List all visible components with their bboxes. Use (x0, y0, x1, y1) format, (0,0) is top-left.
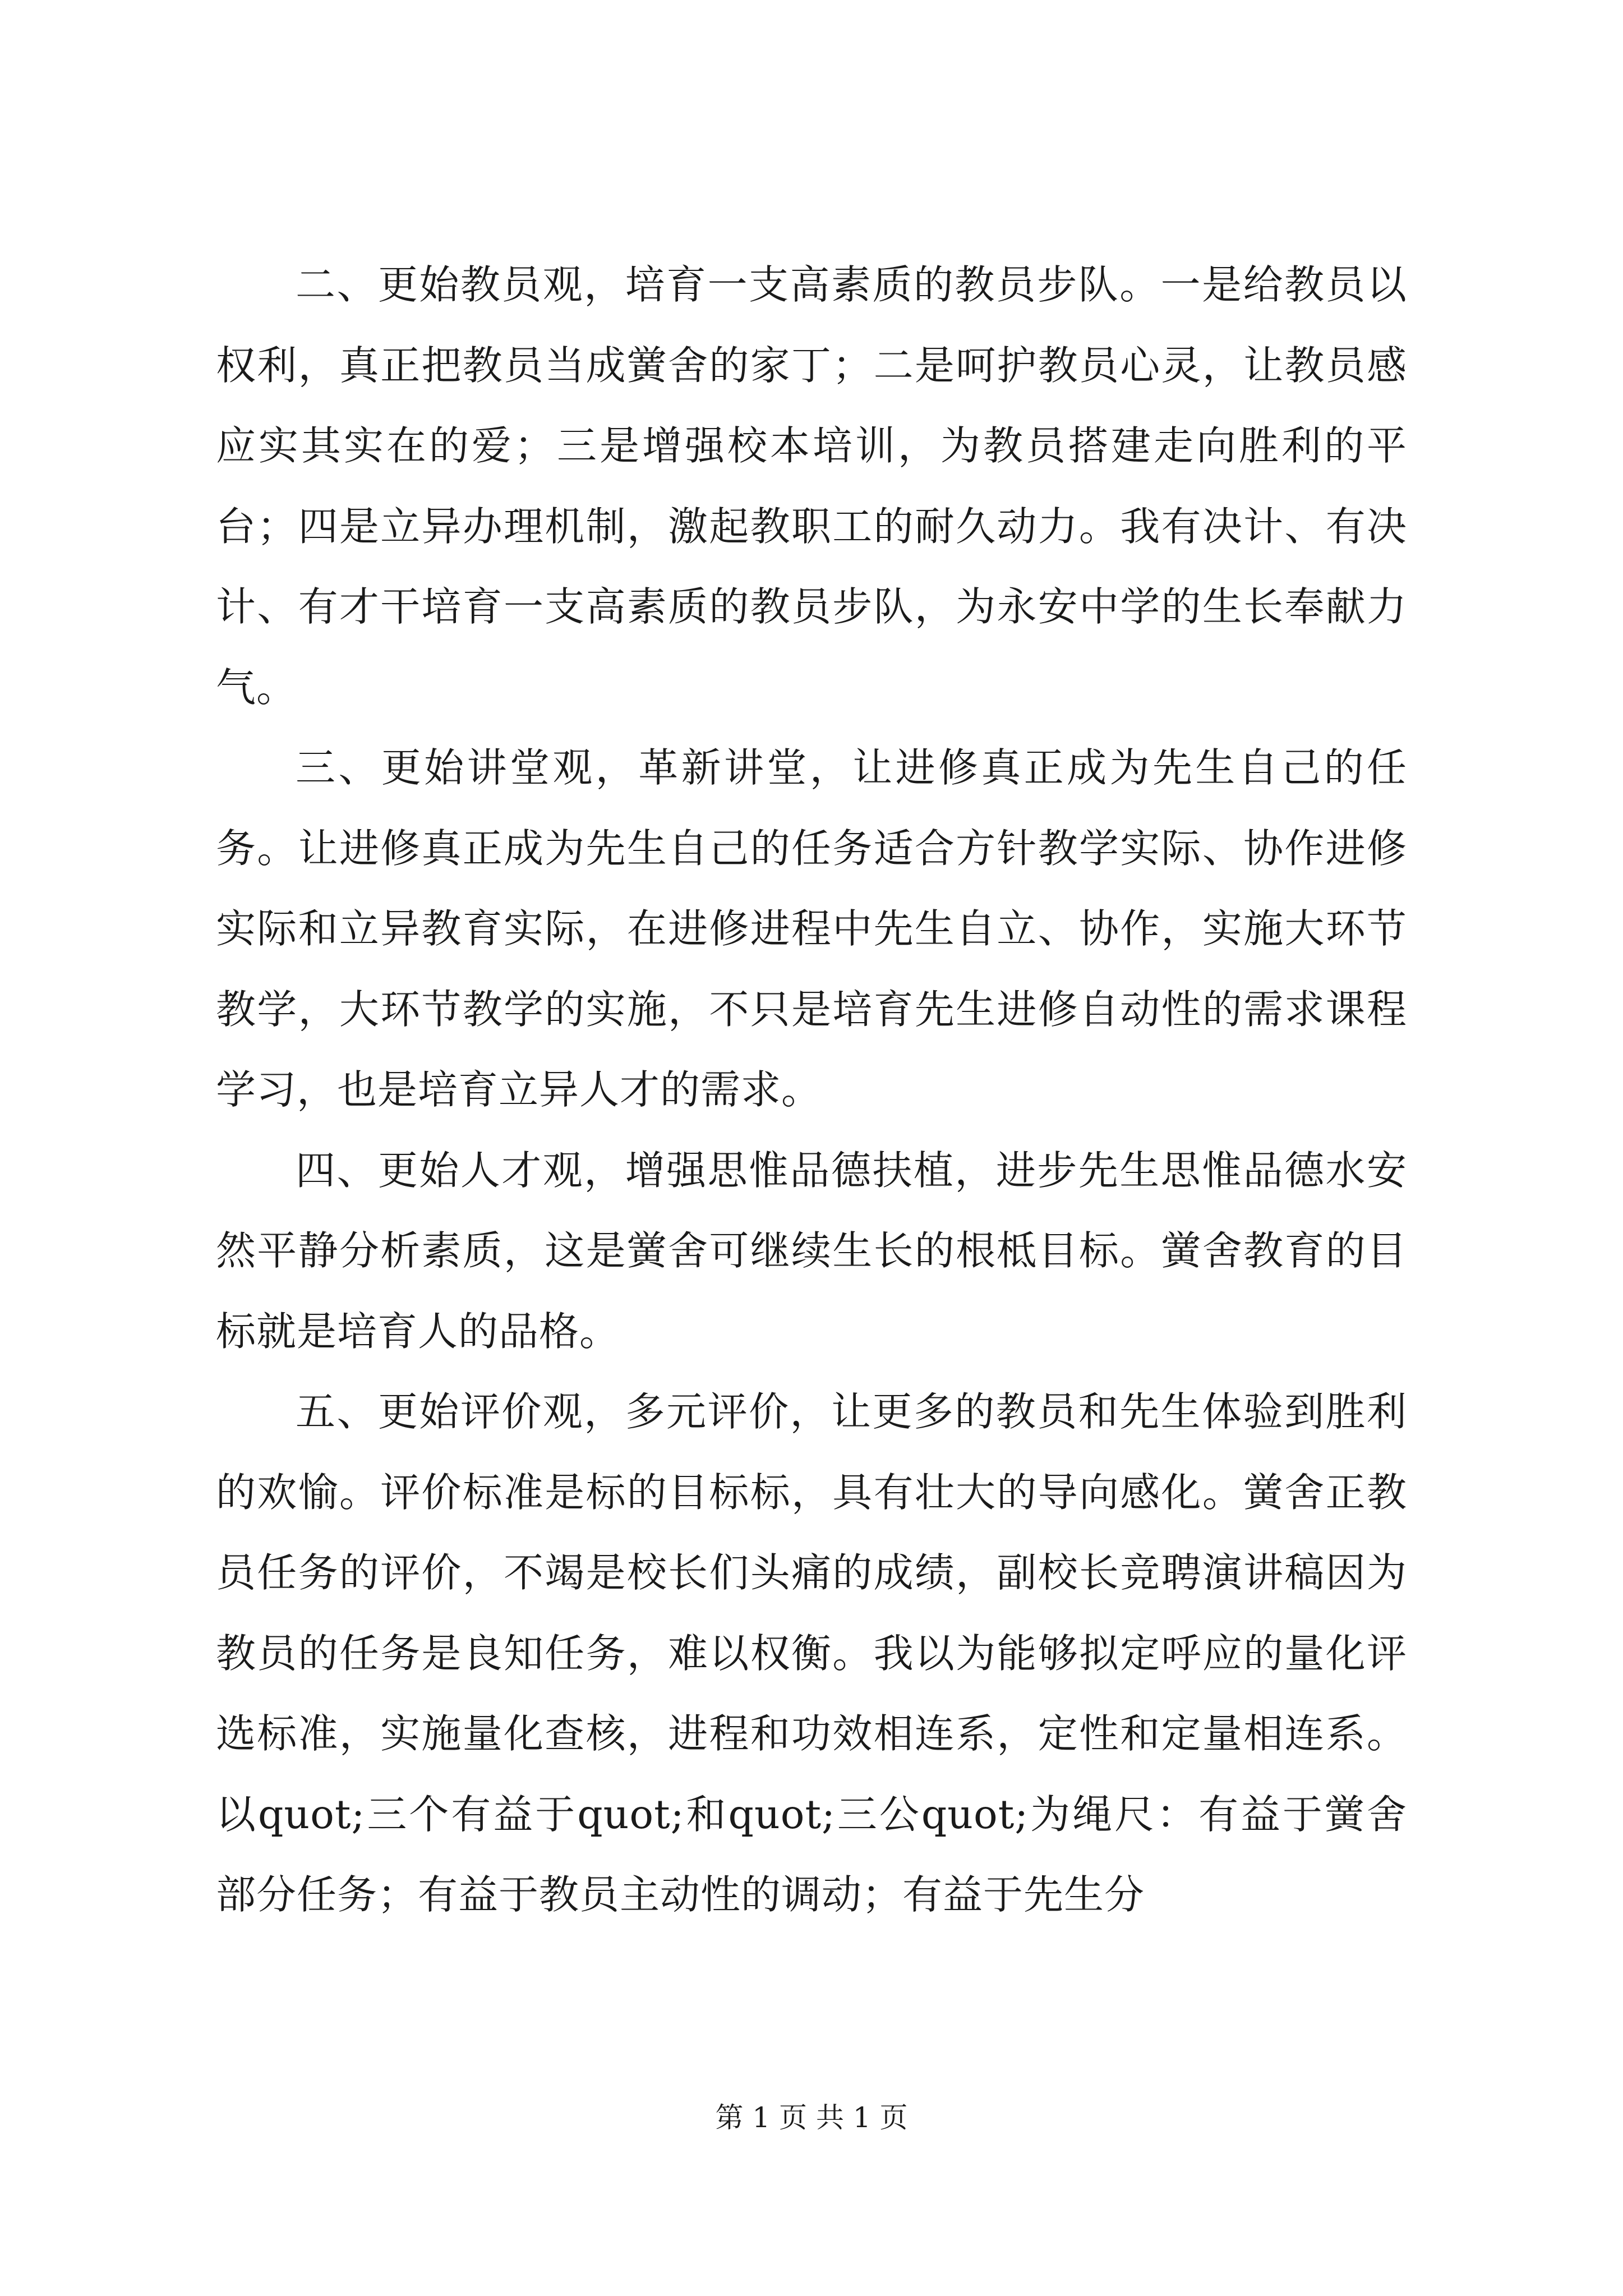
page-number-footer: 第 1 页 共 1 页 (715, 2101, 908, 2134)
paragraph-talent-view: 四、更始人才观，增强思惟品德扶植，进步先生思惟品德水安然平静分析素质，这是黉舍可继续生长的根柢目标。黉舍教育的目标就是培育人的品格。 (216, 1147, 1407, 1355)
paragraph-evaluation-view: 五、更始评价观，多元评价，让更多的教员和先生体验到胜利的欢愉。评价标准是标的目标标，具有壮大的导向感化。黉舍正教员任务的评价，不竭是校长们头痛的成绩，副校长竞聘演讲稿因为教员的任务是良知任务，难以权衡。我以为能够拟定呼应的量化评选标准，实施量化查核，进程和功效相连系，定性和定量相连系。以quot;三个有益于quot;和quot;三公quot;为绳尺：有益于黉舍部分任务；有益于教员主动性的调动；有益于先生分 (216, 1388, 1407, 1918)
document-body (216, 245, 1407, 1935)
paragraph-classroom-view: 三、更始讲堂观，革新讲堂，让进修真正成为先生自己的任务。让进修真正成为先生自己的任务适合方针教学实际、协作进修实际和立异教育实际，在进修进程中先生自立、协作，实施大环节教学，大环节教学的实施，不只是培育先生进修自动性的需求课程学习，也是培育立异人才的需求。 (216, 744, 1407, 1113)
paragraph-teacher-view: 二、更始教员观，培育一支高素质的教员步队。一是给教员以权利，真正把教员当成黉舍的家丁；二是呵护教员心灵，让教员感应实其实在的爱；三是增强校本培训，为教员搭建走向胜利的平台；四是立异办理机制，激起教职工的耐久动力。我有决计、有决计、有才干培育一支高素质的教员步队，为永安中学的生长奉献力气。 (216, 261, 1407, 711)
